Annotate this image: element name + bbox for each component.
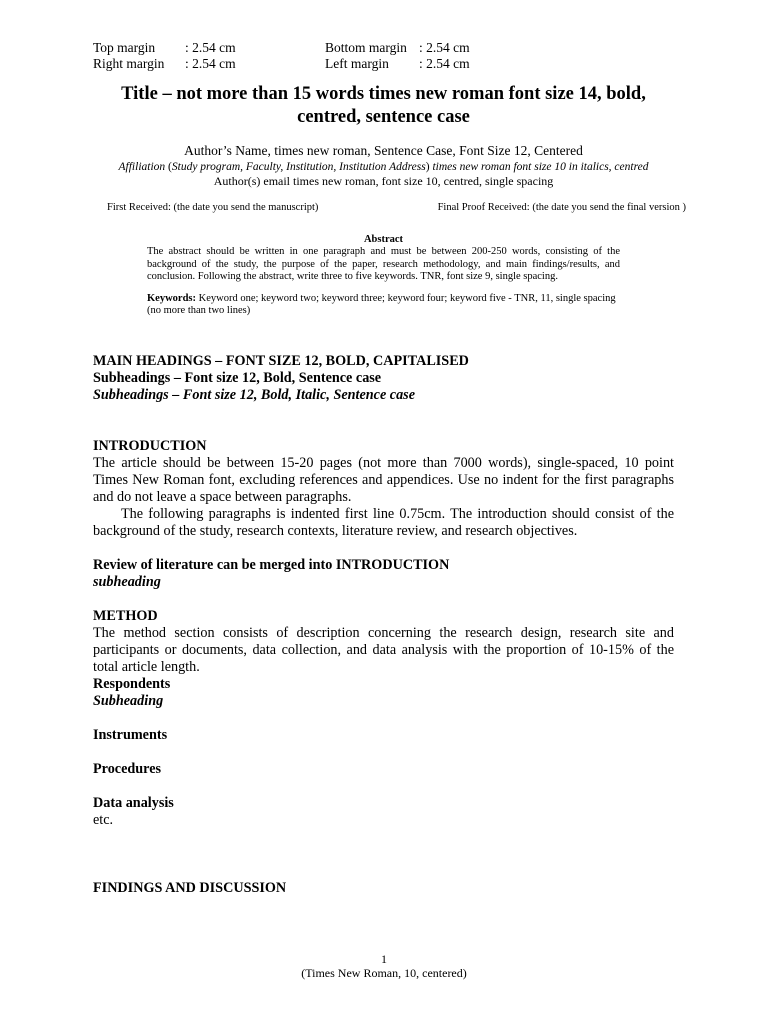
- affiliation-note: times new roman font size 10 in italics, centred: [432, 161, 649, 173]
- footer-note: (Times New Roman, 10, centered): [301, 966, 467, 980]
- author-email: Author(s) email times new roman, font size 10, centred, single spacing: [213, 174, 554, 188]
- right-margin-row: [93, 56, 325, 72]
- respondents-heading: Respondents: [93, 676, 171, 693]
- final-proof-received: Final Proof Received: (the date you send the final version ): [437, 202, 686, 213]
- findings-heading: FINDINGS AND DISCUSSION: [93, 880, 287, 897]
- top-margin-row: [93, 40, 325, 56]
- page-number: 1: [381, 952, 387, 966]
- bottom-margin-row: [325, 40, 674, 56]
- etc-text: etc.: [93, 812, 114, 829]
- right-margin-label: Right margin: [93, 56, 165, 71]
- top-margin-label: Top margin: [93, 40, 156, 55]
- review-subheading: subheading: [93, 574, 161, 591]
- abstract-heading: Abstract: [363, 234, 404, 245]
- author-name: Author’s Name, times new roman, Sentence Case, Font Size 12, Centered: [184, 143, 583, 158]
- keywords-text: Keyword one; keyword two; keyword three; keyword four; keyword five - TNR, 11, single spacing (no more than two lines): [147, 292, 616, 317]
- method-heading: METHOD: [93, 608, 158, 625]
- document-page: [93, 40, 686, 897]
- keywords-label: Keywords:: [147, 292, 196, 304]
- margin-settings: [93, 40, 674, 72]
- paper-title: Title – not more than 15 words times new roman font size 14, bold, centred, sentence case: [121, 84, 646, 127]
- introduction-section: [93, 438, 674, 540]
- method-section: [93, 608, 674, 829]
- keywords: [147, 293, 620, 318]
- right-margin-value: : 2.54 cm: [185, 56, 236, 71]
- affiliation-open: (: [165, 161, 172, 173]
- data-analysis-heading: Data analysis: [93, 795, 174, 812]
- affiliation-label: Affiliation: [118, 161, 166, 173]
- top-margin-value: : 2.54 cm: [185, 40, 236, 55]
- left-margin-value: : 2.54 cm: [419, 56, 470, 71]
- first-received: First Received: (the date you send the manuscript): [107, 202, 319, 213]
- sub-subheading-example: Subheadings – Font size 12, Bold, Italic, Sentence case: [93, 387, 416, 404]
- affiliation-detail: Study program, Faculty, Institution, Institution Address: [171, 161, 426, 173]
- method-subheading: Subheading: [93, 693, 164, 710]
- method-paragraph: The method section consists of description concerning the research design, research site and participants or documents, data collection, and data analysis with the proportion of 10-15% of the total article length.: [93, 625, 674, 676]
- introduction-heading: INTRODUCTION: [93, 438, 207, 455]
- received-dates: [107, 201, 686, 214]
- subheading-example: Subheadings – Font size 12, Bold, Sentence case: [93, 370, 382, 387]
- procedures-heading: Procedures: [93, 761, 162, 778]
- abstract-body: The abstract should be written in one paragraph and must be between 200-250 words, consisting of the background of the study, the purpose of the paper, research methodology, and main findings/results, and conclusion. Following the abstract, write three to five keywords. TNR, font size 9, single spacing.: [147, 246, 620, 283]
- bottom-margin-value: : 2.54 cm: [419, 40, 470, 55]
- left-margin-label: Left margin: [325, 56, 389, 71]
- findings-section: [93, 880, 674, 897]
- review-heading: Review of literature can be merged into INTRODUCTION: [93, 557, 450, 574]
- affiliation-close: ): [425, 161, 433, 173]
- introduction-paragraph-1: The article should be between 15-20 pages (not more than 7000 words), single-spaced, 10 point Times New Roman font, excluding references and appendices. Use no indent for the first paragraphs and do not leave a space between paragraphs.: [93, 455, 674, 506]
- heading-guide: [93, 353, 674, 404]
- affiliation: [101, 160, 666, 174]
- abstract-section: [147, 234, 620, 317]
- left-margin-row: [325, 56, 674, 72]
- page-footer: [0, 952, 768, 980]
- review-section: [93, 557, 674, 591]
- bottom-margin-label: Bottom margin: [325, 40, 407, 55]
- instruments-heading: Instruments: [93, 727, 168, 744]
- introduction-paragraph-2: The following paragraphs is indented first line 0.75cm. The introduction should consist of the background of the study, research contexts, literature review, and research objectives.: [93, 506, 674, 540]
- main-heading-example: MAIN HEADINGS – FONT SIZE 12, BOLD, CAPITALISED: [93, 353, 469, 370]
